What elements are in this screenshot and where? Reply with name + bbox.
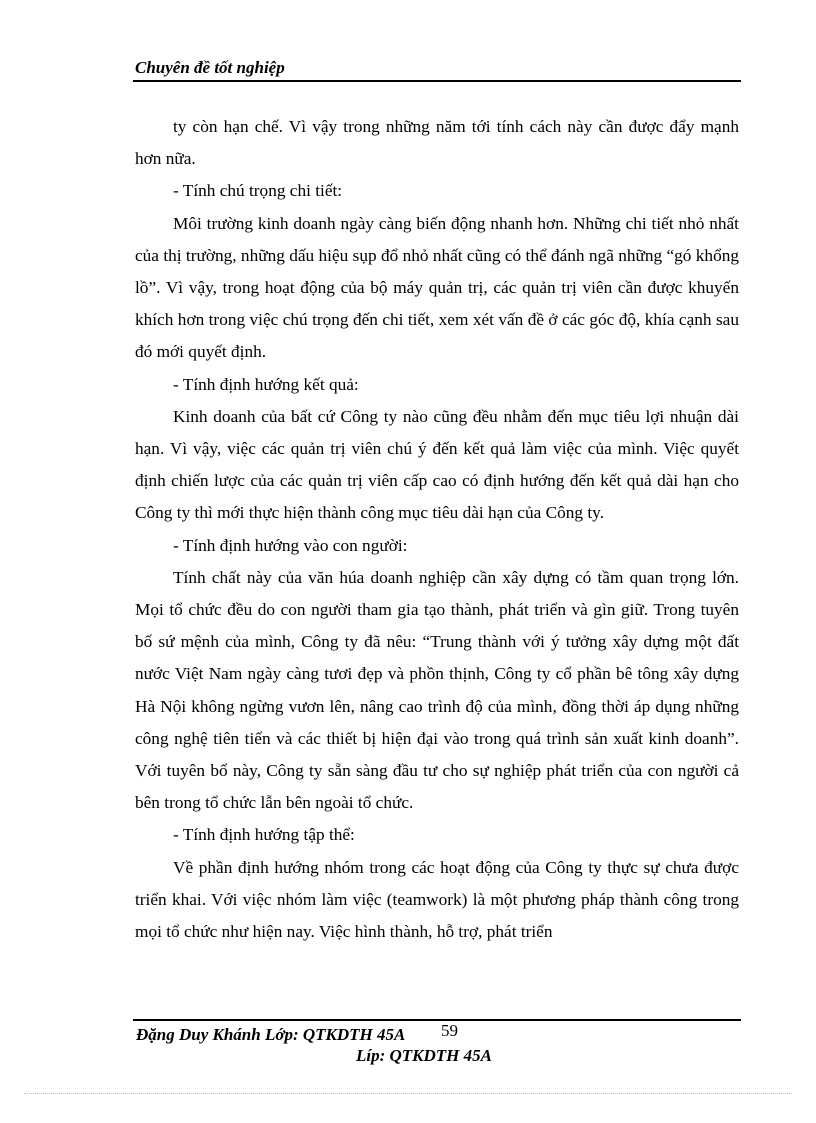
section-heading: - Tính định hướng vào con người: bbox=[173, 535, 408, 555]
section-heading: - Tính chú trọng chi tiết: bbox=[173, 181, 343, 201]
header-title: Chuyên đề tốt nghiệp bbox=[135, 58, 285, 77]
paragraph: Kinh doanh của bất cứ Công ty nào cũng đều nhằm đến mục tiêu lợi nhuận dài hạn. Vì vậy, việc các quản trị viên chú ý đến kết quả làm việc của mình. Việc quyết định chiến lược của các quản trị viên cấp cao có định hướng đến kết quả dài hạn cho Công ty thì mới thực hiện thành công mục tiêu dài hạn của Công ty. bbox=[135, 406, 739, 523]
footer-divider bbox=[133, 1019, 741, 1021]
header-divider bbox=[133, 80, 741, 82]
paragraph: Môi trường kinh doanh ngày càng biến động nhanh hơn. Những chi tiết nhỏ nhất của thị trường, những dấu hiệu sụp đổ nhỏ nhất cũng có thể đánh ngã những “gó khổng lồ”. Vì vậy, trong hoạt động của bộ máy quản trị, các quản trị viên cần được khuyến khích hơn trong việc chú trọng đến chi tiết, xem xét vấn đề ở các góc độ, khía cạnh sau đó mới quyết định. bbox=[135, 213, 739, 362]
section-heading: - Tính định hướng tập thể: bbox=[173, 825, 355, 845]
paragraph: ty còn hạn chế. Vì vậy trong những năm tới tính cách này cần được đẩy mạnh hơn nữa. bbox=[135, 117, 739, 169]
page-edge-divider bbox=[24, 1093, 792, 1094]
footer-class: Líp: QTKDTH 45A bbox=[356, 1046, 492, 1065]
paragraph: Về phần định hướng nhóm trong các hoạt động của Công ty thực sự chưa được triển khai. Với việc nhóm làm việc (teamwork) là một phương pháp thành công trong mọi tổ chức như hiện nay. Việc hình thành, hỗ trợ, phát triển bbox=[135, 857, 739, 942]
footer-author: Đặng Duy Khánh Lớp: QTKDTH 45A bbox=[136, 1025, 406, 1044]
paragraph: Tính chất này của văn húa doanh nghiệp cần xây dựng có tầm quan trọng lớn. Mọi tổ chức đều do con người tham gia tạo thành, phát triển và gìn giữ. Trong tuyên bố sứ mệnh của mình, Công ty đã nêu: “Trung thành với ý tưởng xây dựng một đất nước Việt Nam ngày càng tươi đẹp và phồn thịnh, Công ty cổ phần bê tông xây dựng Hà Nội không ngừng vươn lên, nâng cao trình độ của mình, đồng thời áp dụng những công nghệ tiên tiến và các thiết bị hiện đại vào trong quá trình sản xuất kinh doanh”. Với tuyên bố này, Công ty sẵn sàng đầu tư cho sự nghiệp phát triển của con người cả bên trong tổ chức lẫn bên ngoài tổ chức. bbox=[135, 567, 739, 813]
body-text bbox=[135, 111, 739, 948]
section-heading: - Tính định hướng kết quả: bbox=[173, 374, 359, 394]
page-number: 59 bbox=[441, 1021, 458, 1040]
